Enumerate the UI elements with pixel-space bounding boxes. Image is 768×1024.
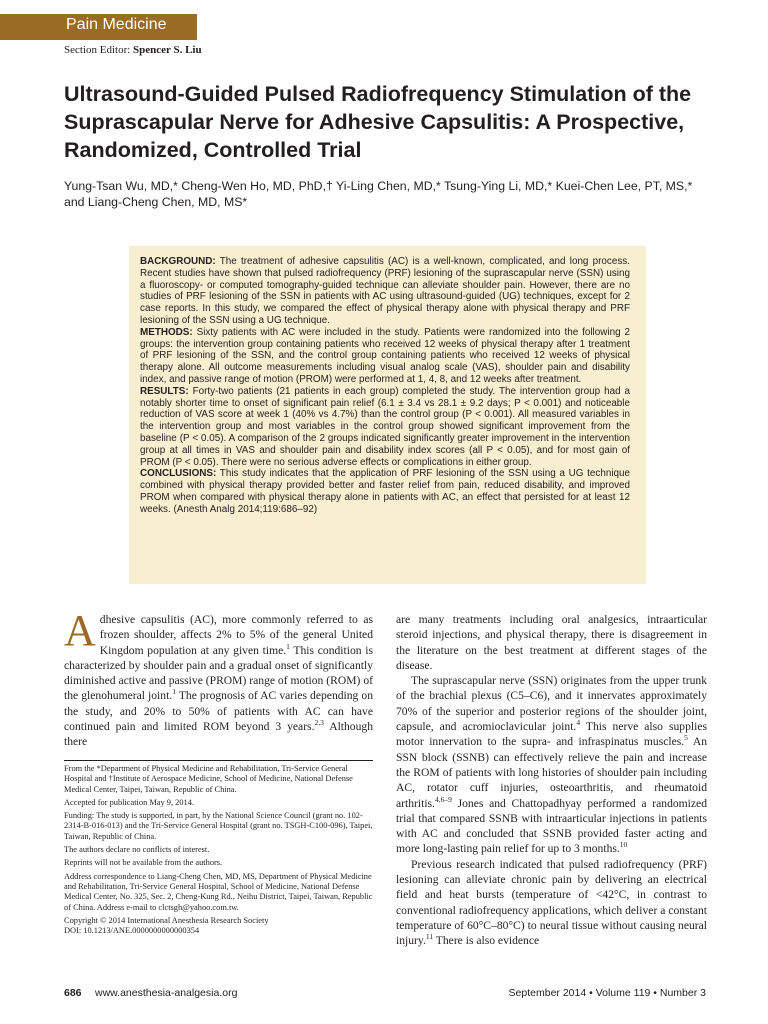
article-title: Ultrasound-Guided Pulsed Radiofrequency Stimulation of the Suprascapular Nerve for Adhesive Capsulitis: A Prospective, Randomized, Controlled Trial bbox=[64, 82, 692, 162]
reference-marker[interactable]: 1 bbox=[172, 687, 176, 697]
section-label: Pain Medicine bbox=[66, 16, 167, 33]
section-editor-name: Spencer S. Liu bbox=[133, 44, 202, 56]
footnote-divider bbox=[64, 760, 373, 761]
conclusions-label: CONCLUSIONS: bbox=[140, 468, 217, 480]
section-editor-prefix: Section Editor: bbox=[64, 44, 131, 56]
reference-marker[interactable]: 10 bbox=[619, 840, 628, 850]
body-text: Jones and Chattopadhyay performed a randomized trial that compared SSNB with intraarticular injections in patients with AC and concluded that SSNB provided faster acting and more long-lasting pain relief for up to 3 months. bbox=[396, 796, 707, 856]
body-paragraph-prf bbox=[396, 857, 707, 949]
author-list: Yung-Tsan Wu, MD,* Cheng-Wen Ho, MD, PhD,† Yi-Ling Chen, MD,* Tsung-Ying Li, MD,* Kuei-Chen Lee, PT, MS,* and Liang-Cheng Chen, MD, MS* bbox=[64, 179, 693, 209]
reference-marker[interactable]: 1 bbox=[286, 641, 290, 651]
reference-marker[interactable]: 5 bbox=[684, 733, 688, 743]
body-paragraph: The prognosis of AC varies depending on the study, and 20% to 50% of patients with AC can have continued pain and limited ROM beyond 3 years. bbox=[64, 689, 374, 734]
affiliation-note: From the *Department of Physical Medicine and Rehabilitation, Tri-Service General Hospital and †Institute of Aerospace Medicine, School of Medicine, National Defense Medical Center, Taipei, Taiwan, Republic of China. bbox=[64, 764, 353, 794]
methods-label: METHODS: bbox=[140, 326, 193, 338]
reference-marker[interactable]: 11 bbox=[425, 932, 434, 942]
journal-url[interactable]: www.anesthesia-analgesia.org bbox=[95, 987, 238, 999]
correspondence-note: Address correspondence to Liang-Cheng Chen, MD, MS, Department of Physical Medicine and Rehabilitation, Tri-Service General Hospital, School of Medicine, National Defense Medical Center, No. 325, Sec. 2, Cheng-Kung Rd., Neihu District, Taipei, Taiwan, Republic of China. Address e-mail to clctsgh@yahoo.com.tw. bbox=[64, 871, 373, 912]
copyright-note: Copyright © 2014 International Anesthesia Research Society bbox=[64, 915, 269, 925]
abstract-citation: (Anesth Analg 2014;119:686–92) bbox=[173, 503, 318, 515]
section-editor bbox=[64, 44, 202, 56]
article-notes bbox=[64, 764, 373, 939]
funding-note: Funding: The study is supported, in part, by the National Science Council (grant no. 102-2314-B-016-013) and the Tri-Service General Hospital (grant no. TSGH-C100-096), Taipei, Taiwan, Republic of China. bbox=[64, 811, 373, 841]
body-text: The suprascapular nerve (SSN) originates from the upper trunk of the brachial plexus (C5–C6), and it innervates approximately 70% of the superior and posterior regions of the shoulder joint, capsule, and acromioclavicular joint. bbox=[396, 674, 707, 734]
drop-cap: A bbox=[64, 606, 96, 655]
body-paragraph: This condition is characterized by shoulder pain and a gradual onset of significantly diminished active and passive (PROM) range of motion (ROM) of the glenohumeral joint. bbox=[64, 643, 373, 703]
background-label: BACKGROUND: bbox=[140, 256, 216, 267]
body-paragraph: Although there bbox=[64, 720, 373, 749]
reference-marker[interactable]: 4,6–9 bbox=[434, 794, 452, 804]
conflicts-note: The authors declare no conflicts of interest. bbox=[64, 845, 210, 855]
body-text: An SSN block (SSNB) can effectively relieve the pain and increase the ROM of patients with long histories of shoulder pain including AC, rotator cuff injuries, osteoarthritis, and rheumatoid arthritis. bbox=[396, 735, 707, 810]
results-text: Forty-two patients (21 patients in each group) completed the study. The intervention group had a notably shorter time to onset of significant pain relief (6.1 ± 3.4 vs 28.1 ± 9.2 days; P < 0.001) and noticeable reduction of VAS score at week 1 (40% vs 4.7%) than the control group (P < 0.001). All measured variables in the intervention group and most variables in the control group showed significant improvement from the baseline (P < 0.05). A comparison of the 2 groups indicated significantly greater improvement in the intervention group at all times in VAS and shoulder pain and disability index scores (all P < 0.05), and for most gain of PROM (P < 0.05). There were no serious adverse effects or complications in either group. bbox=[140, 385, 631, 468]
reprints-note: Reprints will not be available from the authors. bbox=[64, 858, 223, 868]
body-paragraph: dhesive capsulitis (AC), more commonly referred to as frozen shoulder, affects 2% to 5% of the general United Kingdom population at any given time. bbox=[99, 613, 373, 657]
methods-text: Sixty patients with AC were included in the study. Patients were randomized into the following 2 groups: the intervention group containing patients who received 12 weeks of physical therapy after 1 treatment of PRF lesioning of the SSN, and the control group containing patients who received 12 weeks of physical therapy alone. All outcome measurements including visual analog scale (VAS), shoulder pain and disability index, and passive range of motion (PROM) were performed at 1, 4, 8, and 12 weeks after treatment. bbox=[140, 326, 630, 385]
conclusions-text: This study indicates that the application of PRF lesioning of the SSN using a UG technique combined with physical therapy provided better and faster relief from pain, reduced disability, and improved PROM when compared with physical therapy alone in patients with AC, an effect that persisted for at least 12 weeks. bbox=[140, 468, 630, 515]
body-text: This nerve also supplies motor innervation to the supra- and infraspinatus muscles. bbox=[396, 720, 707, 749]
body-paragraph-ssn bbox=[396, 673, 707, 857]
issue-info: September 2014 • Volume 119 • Number 3 bbox=[508, 987, 706, 999]
page-number: 686 bbox=[64, 987, 82, 999]
body-text: Previous research indicated that pulsed radiofrequency (PRF) lesioning can alleviate chronic pain by delivering an electrical field and heat bursts (temperature of <42°C, in contrast to conventional radiofrequency applications, which deliver a constant temperature of 60°C–80°C) to neural tissue without causing neural injury. bbox=[396, 857, 707, 948]
reference-marker[interactable]: 2,3 bbox=[314, 718, 324, 728]
background-text: The treatment of adhesive capsulitis (AC) is a well-known, complicated, and long process. Recent studies have shown that pulsed radiofrequency (PRF) lesioning of the suprascapular nerve (SSN) using a fluoroscopy- or computed tomography-guided technique can alleviate shoulder pain. However, there are no studies of PRF lesioning of the SSN in patients with AC using ultrasound-guided (UG) techniques, except for 2 case reports. In this study, we compared the effect of physical therapy alone with physical therapy and PRF lesioning of the SSN using a UG technique. bbox=[140, 256, 630, 326]
body-paragraph: are many treatments including oral analgesics, intraarticular steroid injections, and physical therapy, there is disagreement in the literature on the best treatment at different stages of the disease. bbox=[396, 613, 707, 672]
body-text: There is also evidence bbox=[433, 934, 540, 948]
body-column-right bbox=[396, 612, 707, 949]
accepted-note: Accepted for publication May 9, 2014. bbox=[64, 797, 195, 807]
body-column-left bbox=[64, 606, 374, 750]
doi-note[interactable]: DOI: 10.1213/ANE.0000000000000354 bbox=[64, 926, 200, 936]
reference-marker[interactable]: 4 bbox=[576, 718, 581, 728]
results-label: RESULTS: bbox=[140, 385, 189, 397]
abstract-text bbox=[140, 256, 630, 516]
